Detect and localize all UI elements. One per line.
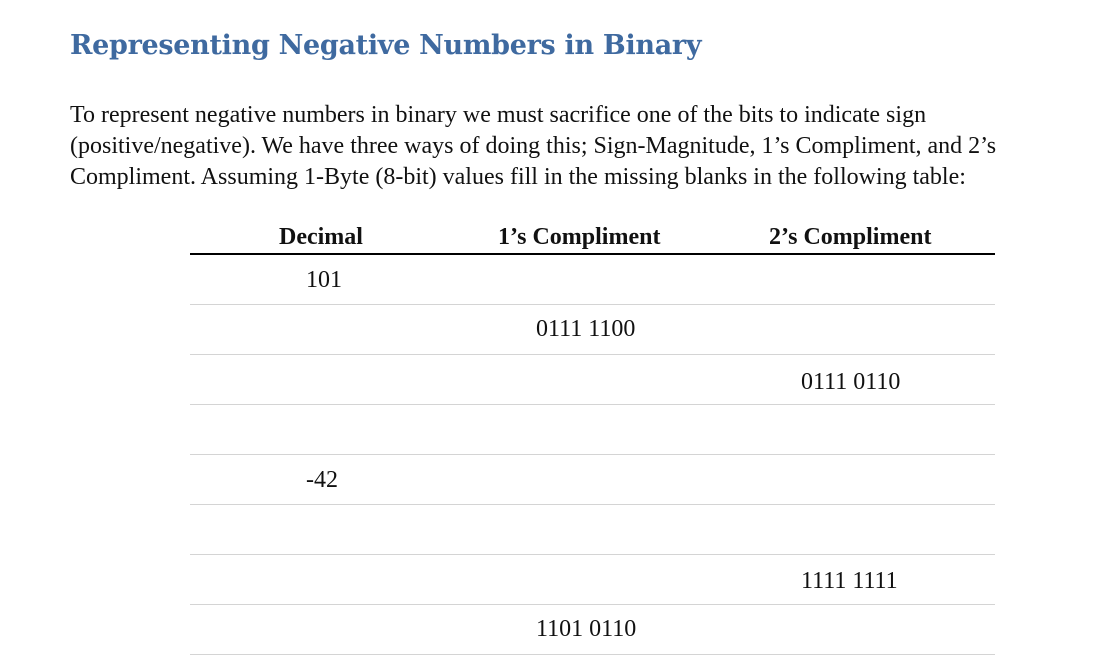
paragraph-line: (positive/negative). We have three ways of doing this; Sign-Magnitude, 1’s Compliment, and 2’s bbox=[70, 133, 997, 159]
paragraph-line: To represent negative numbers in binary we must sacrifice one of the bits to indicate sign bbox=[70, 102, 927, 128]
twos-compliment-cell: 0111 0110 bbox=[801, 369, 901, 395]
ones-compliment-cell: 1101 0110 bbox=[536, 616, 637, 642]
table-row bbox=[190, 355, 995, 405]
decimal-cell: -42 bbox=[306, 467, 338, 493]
table-row bbox=[190, 405, 995, 455]
page-title: Representing Negative Numbers in Binary bbox=[70, 30, 702, 61]
column-header-decimal: Decimal bbox=[279, 224, 363, 250]
table-row bbox=[190, 255, 995, 305]
table-row bbox=[190, 305, 995, 355]
table-body bbox=[190, 255, 995, 655]
column-header-ones-compliment: 1’s Compliment bbox=[498, 224, 661, 250]
intro-paragraph bbox=[70, 100, 1102, 193]
binary-table bbox=[190, 222, 995, 655]
twos-compliment-cell: 1111 1111 bbox=[801, 568, 898, 594]
table-header bbox=[190, 222, 995, 255]
decimal-cell: 101 bbox=[306, 267, 342, 293]
table-row bbox=[190, 605, 995, 655]
table-row bbox=[190, 505, 995, 555]
column-header-twos-compliment: 2’s Compliment bbox=[769, 224, 932, 250]
paragraph-line: Compliment. Assuming 1-Byte (8-bit) values fill in the missing blanks in the following table: bbox=[70, 164, 966, 190]
table-row bbox=[190, 455, 995, 505]
table-row bbox=[190, 555, 995, 605]
ones-compliment-cell: 0111 1100 bbox=[536, 316, 636, 342]
